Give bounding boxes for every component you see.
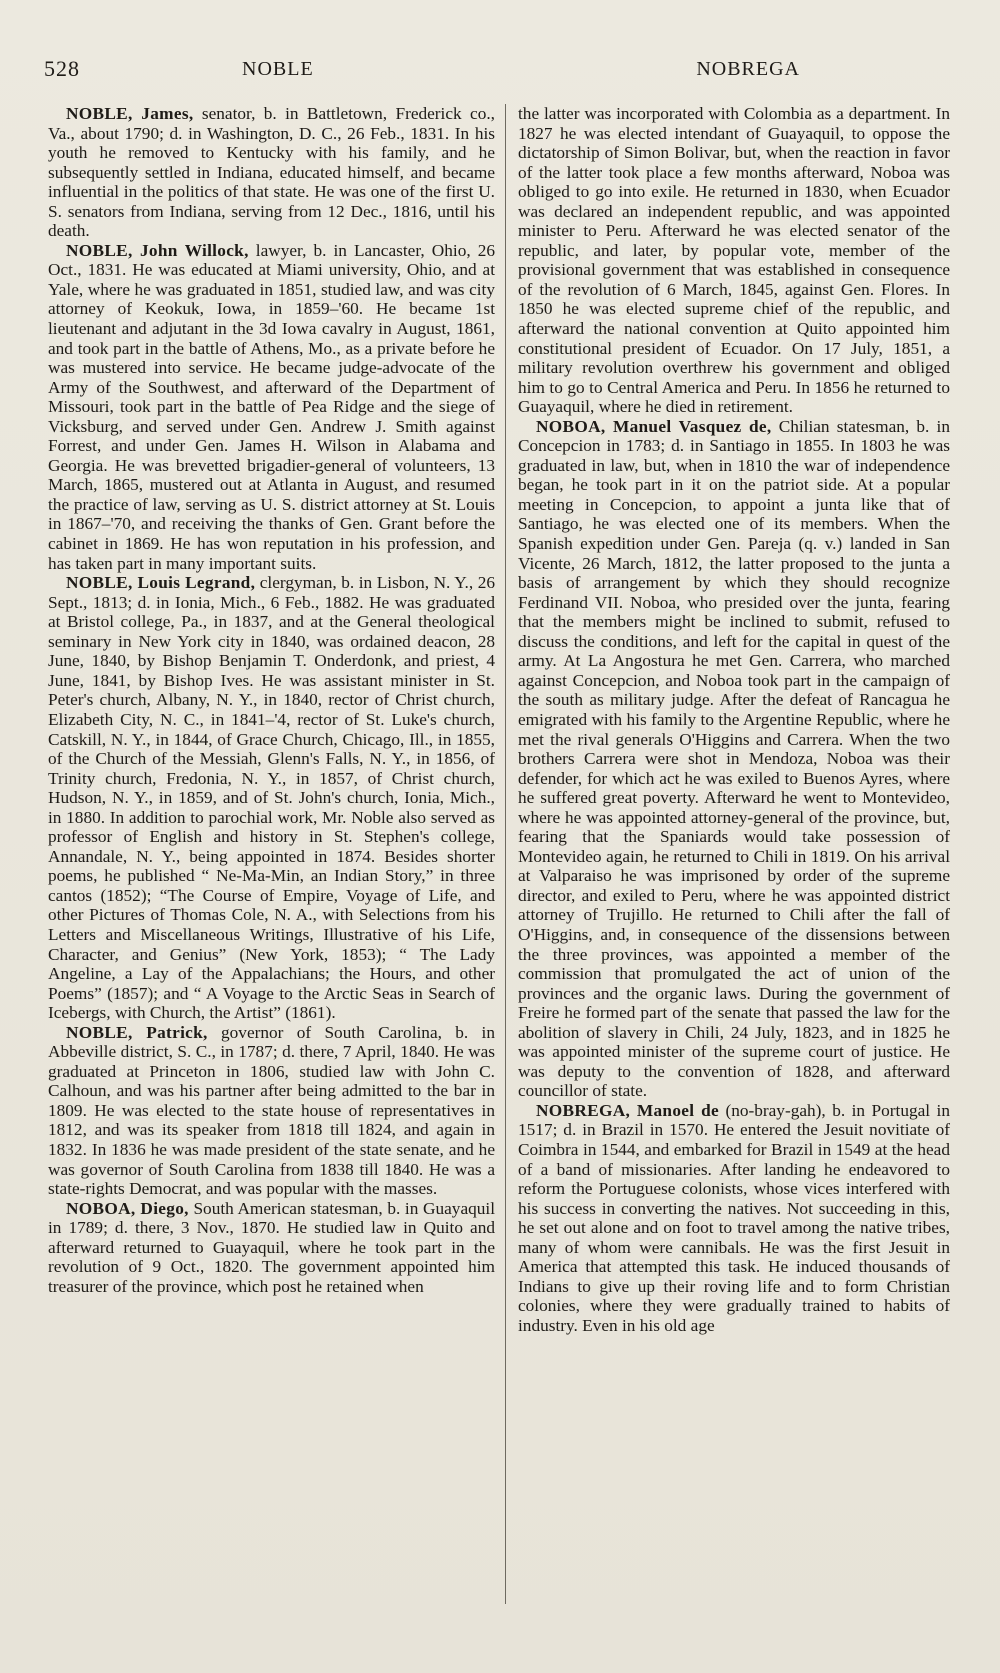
entry-text: Chilian statesman, b. in Concepcion in 1783; d. in Santiago in 1855. In 1803 he was graduated in law, but, when in 1810 the war of independence began, he took part in it on the patriot side. At a popular meeting in Concepcion, to appoint a junta like that of Santiago, he was elected one of its members. When the Spanish expedition under Gen. Pareja (q. v.) landed in San Vicente, 26 March, 1812, the latter proposed to the junta a basis of arrangement by which they should recognize Ferdinand VII. Noboa, who presided over the junta, fearing that the members might be inclined to submit, refused to discuss the conditions, and left for the capital in quest of the army. At La Angostura he met Gen. Carrera, who marched against Concepcion, and Noboa took part in the campaign of the south as military judge. After the defeat of Rancagua he emigrated with his family to the Argentine Republic, where he met the rival generals O'Higgins and Carrera. When the two brothers Carrera were shot in Mendoza, Noboa was their defender, for which act he was exiled to Buenos Ayres, where he suffered great poverty. Afterward he went to Montevideo, where he was appointed attorney-general of the province, but, fearing that the Spaniards would take possession of Montevideo again, he returned to Chili in 1819. On his arrival at Valparaiso he was imprisoned by order of the supreme director, and exiled to Peru, where he was appointed district attorney of Trujillo. He returned to Chili after the fall of O'Higgins, and, in consequence of the dissensions between the three provinces, was appointed a member of the commission that promulgated the act of union of the provinces and the organic laws. During the government of Freire he formed part of the senate that passed the law for the abolition of slavery in Chili, 24 July, 1823, and in 1825 he was appointed minister of the supreme court of justice. He was deputy to the convention of 1828, and afterward councillor of state. (518, 416, 950, 1101)
page-number: 528 (44, 56, 80, 81)
column-divider (505, 104, 506, 1604)
entry-name: NOBREGA, Manoel de (536, 1100, 719, 1120)
entry-text: lawyer, b. in Lancaster, Ohio, 26 Oct., 1831. He was educated at Miami university, Ohio, and at Yale, where he was graduated in 1851, studied law, and was city attorney of Keokuk, Iowa, in 1859–'60. He became 1st lieutenant and adjutant in the 3d Iowa cavalry in August, 1861, and took part in the battle of Athens, Mo., as a private before he was mustered into service. He became judge-advocate of the Army of the Southwest, and afterward of the Department of Missouri, took part in the battle of Pea Ridge and the siege of Vicksburg, and served under Gen. Andrew J. Smith against Forrest, and under Gen. James H. Wilson in Alabama and Georgia. He was brevetted brigadier-general of volunteers, 13 March, 1865, mustered out at Atlanta in August, and resumed the practice of law, serving as U. S. district attorney at St. Louis in 1867–'70, and receiving the thanks of Gen. Grant before the cabinet in 1869. He has won reputation in his profession, and has taken part in many important suits. (48, 240, 495, 573)
entry-nobrega-manoel (518, 1101, 950, 1336)
entry-name: NOBOA, Diego, (66, 1198, 189, 1218)
entry-text: South American statesman, b. in Guayaquil in 1789; d. there, 3 Nov., 1870. He studied law in Quito and afterward returned to Guayaquil, where he took part in the revolution of 9 Oct., 1820. The government appointed him treasurer of the province, which post he retained when (48, 1198, 495, 1296)
entry-noble-patrick (48, 1023, 495, 1199)
running-head-right: NOBREGA (696, 58, 800, 80)
entry-name: NOBLE, Louis Legrand, (66, 573, 256, 593)
entry-text: governor of South Carolina, b. in Abbeville district, S. C., in 1787; d. there, 7 April, 1840. He was graduated at Princeton in 1806, studied law with John C. Calhoun, and was his partner after being admitted to the bar in 1809. He was elected to the state house of representatives in 1812, and was its speaker from 1818 till 1824, and again in 1832. In 1836 he was made president of the state senate, and he was governor of South Carolina from 1838 till 1840. He was a state-rights Democrat, and was popular with the masses. (48, 1022, 495, 1199)
entry-noboa-diego (48, 1199, 495, 1297)
entry-name: NOBLE, John Willock, (66, 240, 249, 260)
left-column (48, 104, 495, 1296)
entry-noboa-diego-continued (518, 104, 950, 417)
running-head-left: NOBLE (242, 58, 314, 80)
entry-noboa-manuel-vasquez (518, 417, 950, 1101)
entry-name: NOBLE, James, (66, 104, 194, 123)
entry-text: the latter was incorporated with Colombia as a department. In 1827 he was elected intendant of Guayaquil, to oppose the dictatorship of Simon Bolivar, but, when the reaction in favor of the latter took place a few months afterward, Noboa was obliged to go into exile. He returned in 1830, when Ecuador was declared an independent republic, and was appointed minister to Peru. Afterward he was elected senator of the republic, and later, by popular vote, member of the provisional government that was established in consequence of the revolution of 6 March, 1845, against Gen. Flores. In 1850 he was elected supreme chief of the republic, and afterward the national convention at Quito appointed him constitutional president of Ecuador. On 17 July, 1851, a military revolution overthrew his government and obliged him to go to Central America and Peru. In 1856 he returned to Guayaquil, where he died in retirement. (518, 104, 950, 417)
entry-name: NOBOA, Manuel Vasquez de, (536, 416, 772, 436)
entry-noble-louis-legrand (48, 573, 495, 1023)
entry-name: NOBLE, Patrick, (66, 1022, 208, 1042)
right-column (518, 104, 950, 1335)
entry-noble-james (48, 104, 495, 241)
entry-text: senator, b. in Battletown, Frederick co., Va., about 1790; d. in Washington, D. C., 26 Feb., 1831. In his youth he removed to Kentucky with his family, and he subsequently settled in Indiana, educated himself, and became influential in the politics of that state. He was one of the first U. S. senators from Indiana, serving from 12 Dec., 1816, until his death. (48, 104, 495, 241)
entry-text: (no-bray-gah), b. in Portugal in 1517; d. in Brazil in 1570. He entered the Jesuit novitiate of Coimbra in 1544, and embarked for Brazil in 1549 at the head of a band of missionaries. After landing he endeavored to reform the Portuguese colonists, whose vices interfered with his success in converting the natives. Not succeeding in this, he set out alone and on foot to travel among the native tribes, many of whom were cannibals. He was the first Jesuit in America that attempted this task. He induced thousands of Indians to give up their roving life and to form Christian colonies, where they were gradually trained to habits of industry. Even in his old age (518, 1100, 950, 1335)
entry-text: clergyman, b. in Lisbon, N. Y., 26 Sept., 1813; d. in Ionia, Mich., 6 Feb., 1882. He was graduated at Bristol college, Pa., in 1837, and at the General theological seminary in New York city in 1840, was ordained deacon, 28 June, 1840, by Bishop Benjamin T. Onderdonk, and priest, 4 June, 1841, by Bishop Ives. He was assistant minister in St. Peter's church, Albany, N. Y., in 1840, rector of Christ church, Elizabeth City, N. C., in 1841–'4, rector of St. Luke's church, Catskill, N. Y., in 1844, of Grace Church, Chicago, Ill., in 1855, of the Church of the Messiah, Glenn's Falls, N. Y., in 1856, of Trinity church, Fredonia, N. Y., in 1857, of Christ church, Hudson, N. Y., in 1859, and of St. John's church, Ionia, Mich., in 1880. In addition to parochial work, Mr. Noble also served as professor of English and history in St. Stephen's college, Annandale, N. Y., being appointed in 1874. Besides shorter poems, he published “ Ne-Ma-Min, an Indian Story,” in three cantos (1852); “The Course of Empire, Voyage of Life, and other Pictures of Thomas Cole, N. A., with Selections from his Letters and Miscellaneous Writings, Illustrative of his Life, Character, and Genius” (New York, 1853); “ The Lady Angeline, a Lay of the Appalachians; the Hours, and other Poems” (1857); and “ A Voyage to the Arctic Seas in Search of Icebergs, with Church, the Artist” (1861). (48, 573, 495, 1023)
entry-noble-john-willock (48, 241, 495, 573)
page-header (44, 56, 970, 90)
